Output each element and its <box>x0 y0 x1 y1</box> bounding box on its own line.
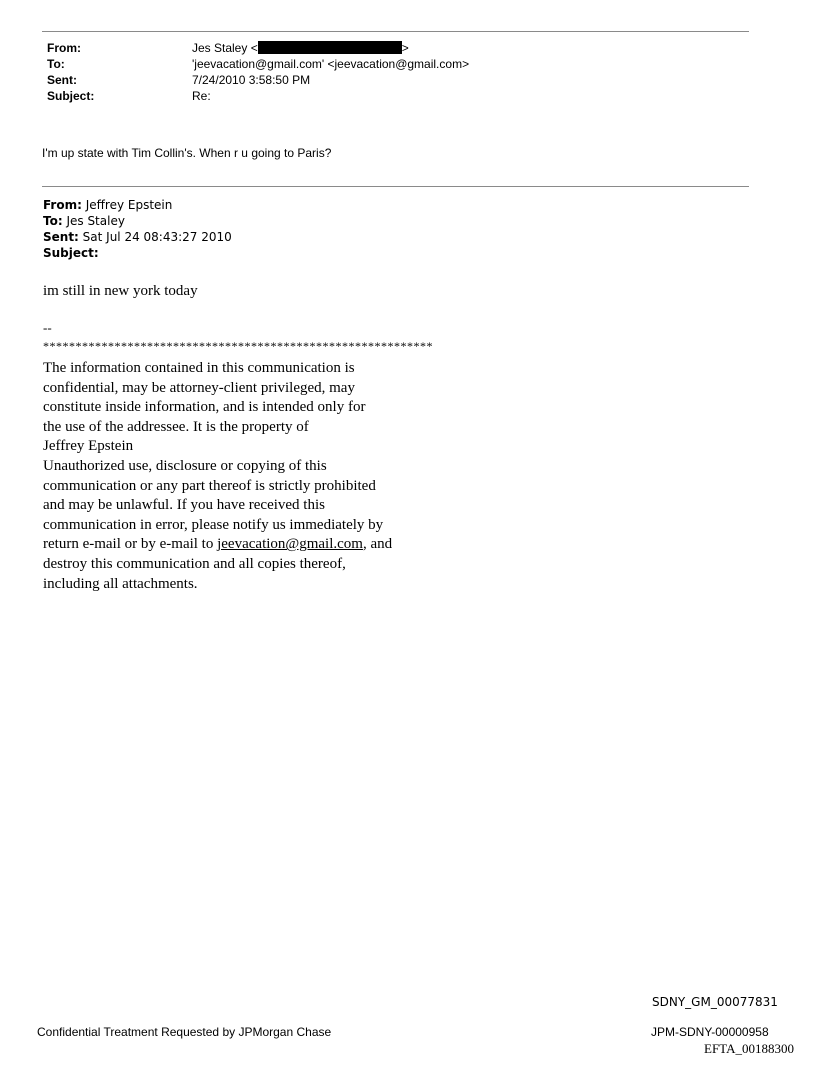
quoted-from-value: Jeffrey Epstein <box>81 198 173 212</box>
disclaimer-line: Jeffrey Epstein <box>43 438 134 455</box>
from-suffix: > <box>401 41 409 55</box>
quoted-to-label: To: <box>43 214 63 228</box>
email2-header <box>43 197 232 261</box>
disclaimer-line: destroy this communication and all copies thereof, <box>43 555 346 572</box>
quoted-sent-value: Sat Jul 24 08:43:27 2010 <box>78 230 232 244</box>
disclaimer-line: communication in error, please notify us immediately by <box>43 516 384 533</box>
signature-dash: -- <box>43 320 52 335</box>
from-value <box>192 40 409 56</box>
disclaimer-link-prefix: return e-mail or by e-mail to <box>43 536 218 553</box>
bates-sdny-gm: SDNY_GM_00077831 <box>652 995 778 1009</box>
subject-label: Subject: <box>47 89 95 103</box>
disclaimer-line <box>43 535 423 555</box>
from-name: Jes Staley < <box>192 41 258 55</box>
disclaimer-line: the use of the addressee. It is the property of <box>43 418 309 435</box>
quoted-sent-label: Sent: <box>43 230 79 244</box>
disclaimer-line: Unauthorized use, disclosure or copying of this <box>43 457 327 474</box>
to-value: 'jeevacation@gmail.com' <jeevacation@gmail.com> <box>192 57 470 71</box>
from-label: From: <box>47 41 81 55</box>
to-label: To: <box>47 57 65 71</box>
sent-value: 7/24/2010 3:58:50 PM <box>192 73 311 87</box>
disclaimer-line: communication or any part thereof is strictly prohibited <box>43 477 376 494</box>
bates-efta: EFTA_00188300 <box>704 1041 794 1056</box>
email2-body: im still in new york today <box>43 283 198 299</box>
header-divider <box>42 31 749 32</box>
sent-label: Sent: <box>47 73 77 87</box>
disclaimer-line: confidential, may be attorney-client privileged, may <box>43 379 355 396</box>
disclaimer-line: The information contained in this communication is <box>43 360 355 376</box>
bates-jpm: JPM-SDNY-00000958 <box>651 1025 769 1039</box>
quoted-to-value: Jes Staley <box>62 214 125 228</box>
disclaimer-link-suffix: , and <box>362 536 393 553</box>
quoted-divider <box>42 186 749 187</box>
quoted-from-row <box>43 197 232 213</box>
asterisk-separator: ************************************************************ <box>43 339 433 353</box>
disclaimer-line: including all attachments. <box>43 575 198 592</box>
quoted-sent-row <box>43 229 232 245</box>
disclaimer <box>43 359 423 594</box>
email1-body: I'm up state with Tim Collin's. When r u going to Paris? <box>42 146 332 160</box>
subject-value: Re: <box>192 89 211 103</box>
email-link[interactable]: jeevacation@gmail.com <box>217 536 363 553</box>
disclaimer-line: constitute inside information, and is intended only for <box>43 399 366 416</box>
quoted-from-label: From: <box>43 198 82 212</box>
disclaimer-line: and may be unlawful. If you have received this <box>43 497 325 514</box>
confidential-footer: Confidential Treatment Requested by JPMorgan Chase <box>37 1025 332 1039</box>
quoted-subject-row <box>43 245 232 261</box>
quoted-to-row <box>43 213 232 229</box>
quoted-subject-label: Subject: <box>43 246 99 260</box>
redaction-box <box>258 41 402 54</box>
